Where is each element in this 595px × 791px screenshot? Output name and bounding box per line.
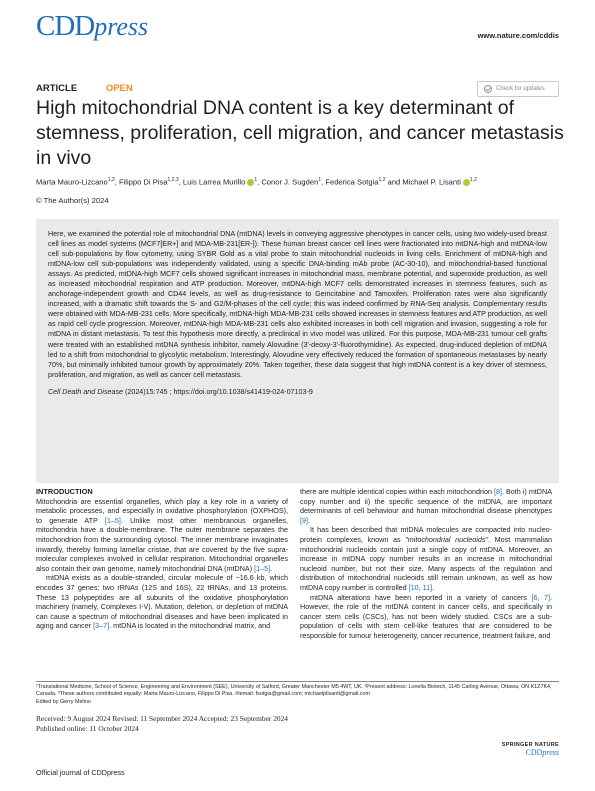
- abstract-text: Here, we examined the potential role of mitochondrial DNA (mtDNA) levels in conveying aggressive phenotypes in cancer cells, using two widely-used breast cell lines as model systems (MCF7[ER+] and MDA-MB-231[ER-]). These human breast cancer cell lines were fractionated into mtDNA-high and mtDNA-low cell sub-populations by flow cytometry, using SYBR Gold as a vital probe to stain mitochondrial nucleoids in living cells. Enrichment of mtDNA-high and mtDNA-low cell sub-populations was independently validated, using a specific DNA-binding mAb probe (AC-30-10), and mitochondrial-based functional assays. As predicted, mtDNA-high MCF7 cells showed significant increases in mitochondrial mass, membrane potential, and superoxide production, as well as increased mitochondrial respiration and ATP production. Moreover, mtDNA-high MCF7 cells demonstrated increases in stemness features, such as anchorage-independent growth and CD44 levels, as well as drug-resistance to Gemcitabine and Tamoxifen. Proliferation rates were also significantly increased, with a dramatic shift towards the S- and G2/M-phases of the cell cycle; this was indeed confirmed by RNA-Seq analysis. Complementary results were obtained with MDA-MB-231 cells. More specifically, mtDNA-high MDA-MB-231 cells showed increases in stemness features and ATP production, as well as rapid cell cycle progression. Moreover, mtDNA-high MDA-MB-231 cells also exhibited increases in both cell migration and invasion, suggesting a role for mtDNA in distant metastasis. To test this hypothesis more directly, a preclinical in vivo model was utilized. For this purpose, MDA-MB-231 tumour cell grafts were treated with an established mtDNA synthesis inhibitor, namely Alovudine (3'-deoxy-3'-fluorothymidine). As expected, drug-induced depletion of mtDNA led to a shift from mitochondrial to glycolytic metabolism. Interestingly, Alovudine very effectively reduced the formation of spontaneous metastases by nearly 70%, but minimally inhibited tumour growth by approximately 20%. Taken together, these data suggest that high mtDNA content is a key driver of stemness, proliferation, and migration, as well as cancer cell metastasis.: [48, 230, 547, 379]
- author-affil: 1,2: [469, 177, 477, 183]
- affiliation-note: ¹Translational Medicine, School of Science, Engineering and Environment (SEE), University of Salford, Greater Manchester M5 4WT, UK. ²Present address: Lunella Biotech, 1145 Carling Avenue, Ottawa, ON K1Z7K4, Canada. ³These authors contributed equally: Marta Mauro-Lizcano, Filippo Di Pisa. ✉email: fsotgia@gmail.com; michaelplisanti@gmail.com: [36, 684, 552, 698]
- author-affil: 1,2: [378, 177, 386, 183]
- article-type: ARTICLE: [36, 83, 78, 94]
- body-column-left: [36, 487, 288, 631]
- orcid-icon[interactable]: [463, 179, 470, 186]
- text-run: Mitochondria are essential organelles, which play a key role in a variety of metabolic processes, and especially in oxidative phosphorylation (OXPHOS), to generate ATP: [36, 496, 288, 525]
- body-paragraph: [36, 573, 288, 631]
- text-run: mtDNA exists as a double-stranded, circular molecule of ~16.6 kb, which encodes 37 genes: two rRNAs (12S and 16S), 22 tRNAs, and 13 proteins. These 13 polypeptides are all subunits of the oxidative phosphorylation machinery (namely, Complexes I-V). Mutation, deletion, or depletion of mtDNA can cause a spectrum of mitochondrial diseases and have been implicated in aging and cancer: [36, 573, 288, 631]
- abstract-box: [36, 219, 559, 483]
- author-name[interactable]: Conor J. Sugden: [261, 177, 319, 187]
- body-column-right: [300, 487, 552, 641]
- reference-link[interactable]: [1–5]: [254, 563, 271, 573]
- author-affil: 1: [318, 177, 322, 183]
- reference-link[interactable]: [3–7]: [93, 621, 110, 631]
- text-run: . However, the role of the mtDNA content in cancer cells, and specifically in cancer stem cells (CSCs), has not been widely studied. CSCs are a sub-population of cells with stem cell-like features that are considered to be responsible for tumour heterogeneity, cancer recurrence, treatment failure, and: [300, 592, 552, 640]
- section-heading: INTRODUCTION: [36, 487, 93, 496]
- author-list: Marta Mauro-Lizcano$^{1,3}$, Filippo Di Pisa$^{1,2,3}$, Luis Larrea Murillo $^1$, Conor J. Sugden$^1$, Federica Sotgia$^{1,2}$ and Michael P. Lisanti $^{1,2}$: [36, 177, 477, 187]
- author-name[interactable]: Federica Sotgia: [325, 177, 379, 187]
- site-url[interactable]: www.nature.com/cddis: [477, 31, 559, 40]
- publisher-cdd-press: press: [542, 747, 559, 757]
- article-dates: [36, 714, 288, 734]
- logo-main: CDD: [36, 10, 95, 42]
- journal-logo[interactable]: [36, 12, 148, 41]
- official-journal-line: Official journal of CDDpress: [36, 768, 125, 777]
- publisher-cdd-main: CDD: [525, 747, 543, 757]
- text-run: . Unlike most other membranous organelles, mitochondria have a double-membrane. The outer membrane separates the mitochondrion from the surrounding cytosol. The inner membrane invaginates inwardly, thereby forming lamellar cristae, that are covered by the five supra-molecular complexes involved in cellular respiration. Mitochondrial organelles also contain their own genome, namely mitochondrial DNA (mtDNA): [36, 515, 288, 573]
- article-tags: [36, 83, 133, 94]
- check-icon: [484, 85, 492, 93]
- publisher-cdd: [502, 749, 559, 757]
- check-updates-label: Check for updates: [496, 86, 545, 92]
- publisher-name: SPRINGER NATURE: [501, 742, 559, 748]
- author-affil: 1,3: [107, 177, 115, 183]
- author-name[interactable]: Filippo Di Pisa: [118, 177, 168, 187]
- body-paragraph: [300, 525, 552, 592]
- text-run: .: [270, 563, 273, 573]
- check-updates-button[interactable]: [477, 81, 559, 97]
- citation-details[interactable]: (2024)15:745 ; https://doi.org/10.1038/s41419-024-07103-9: [125, 387, 313, 396]
- logo-suffix: press: [94, 12, 149, 41]
- text-run: there are multiple identical copies within each mitochondrion: [300, 487, 494, 496]
- author-affil: 1,2,3: [167, 177, 179, 183]
- reference-link[interactable]: [6, 7]: [531, 592, 550, 602]
- author-name[interactable]: Marta Mauro-Lizcano: [36, 177, 108, 187]
- reference-link[interactable]: [1–5]: [104, 515, 121, 525]
- reference-link[interactable]: [8]: [493, 487, 502, 496]
- text-run: . mtDNA is located in the mitochondrial matrix, and: [109, 621, 271, 631]
- reference-link[interactable]: [10, 11]: [408, 582, 433, 592]
- publisher-logo: [502, 743, 559, 757]
- text-run: .: [432, 582, 435, 592]
- body-paragraph: [36, 497, 288, 574]
- text-run: . Most mammalian mitochondrial nucleoids contain just a single copy of mtDNA. Moreover, an increase in mtDNA copy number results in an increase in mitochondrial nucleoid number, but not their size. Many aspects of the regulation and distribution of mitochondrial nucleoids still remain unknown, as well as how mtDNA copy number is controlled: [300, 534, 552, 592]
- footnote: [36, 684, 559, 706]
- edited-by: Edited by Gerry Melino: [36, 698, 91, 705]
- reference-link[interactable]: [9]: [300, 515, 308, 525]
- text-run: . Both i) mtDNA copy number and ii) the specific sequence of the mtDNA, are important determinants of cell behaviour and human mitochondrial disease phenotypes: [300, 487, 552, 516]
- author-name[interactable]: Michael P. Lisanti: [402, 177, 461, 187]
- text-run: .: [308, 515, 310, 525]
- date-published: Published online: 11 October 2024: [36, 724, 139, 733]
- emphasis-text: "mitochondrial nucleoids": [405, 534, 489, 544]
- article-title: High mitochondrial DNA content is a key determinant of stemness, proliferation, cell migration, and cancer metastasis in vivo: [36, 97, 564, 169]
- citation-journal: Cell Death and Disease: [48, 387, 124, 396]
- author-affil: 1: [254, 177, 258, 183]
- body-paragraph: [300, 487, 552, 525]
- open-access-label: OPEN: [105, 83, 133, 94]
- citation-line: [48, 388, 547, 396]
- copyright-line: © The Author(s) 2024: [36, 196, 109, 205]
- footnote-divider: [36, 681, 559, 682]
- date-history: Received: 9 August 2024 Revised: 11 September 2024 Accepted: 23 September 2024: [36, 714, 288, 723]
- author-name[interactable]: Luis Larrea Murillo: [182, 177, 246, 187]
- text-run: It has been described that mtDNA molecules are compacted into nucleo-protein complexes, known as: [300, 525, 552, 544]
- text-run: mtDNA alterations have been reported in a variety of cancers: [310, 592, 532, 602]
- body-paragraph: [300, 593, 552, 641]
